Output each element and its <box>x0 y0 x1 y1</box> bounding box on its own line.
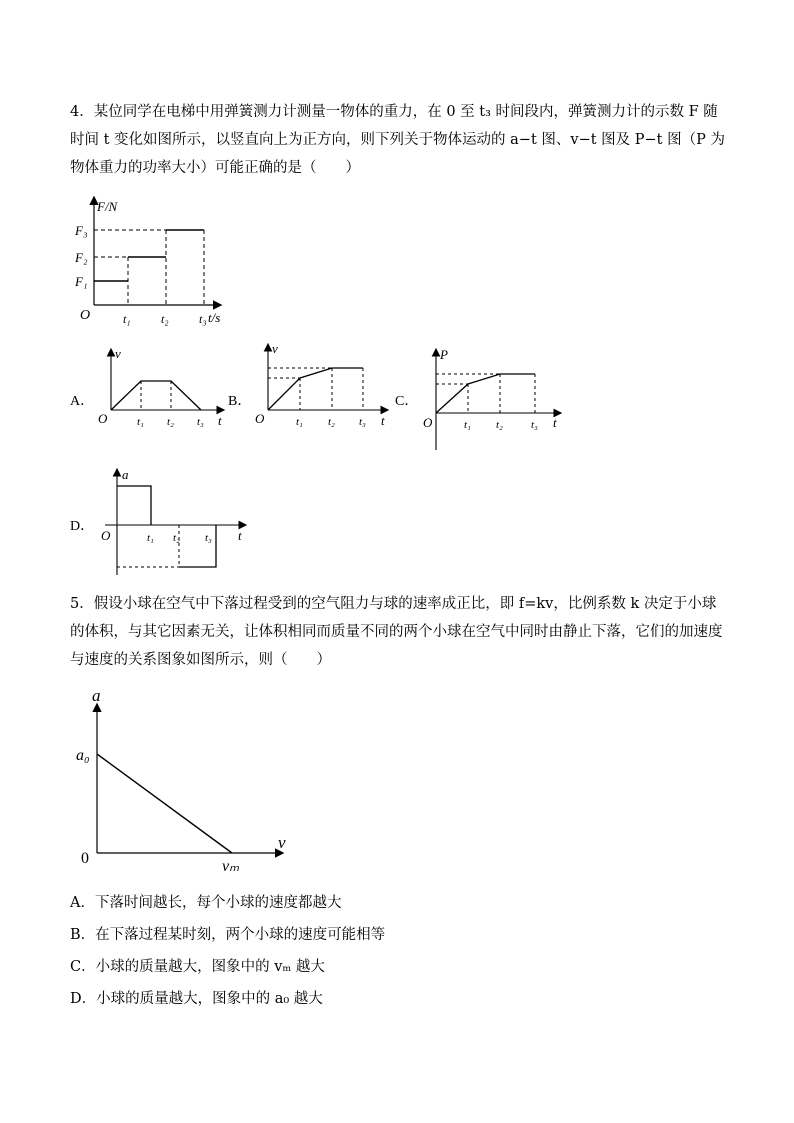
a-curve <box>111 381 201 410</box>
a-tick-t3: t₃ <box>197 416 204 428</box>
question-5-stem <box>70 590 730 674</box>
option-a-vt-graph[interactable] <box>95 345 235 430</box>
b-tick-t2: t₂ <box>328 416 335 428</box>
av-y-label: a <box>92 686 101 705</box>
question-5-text: 假设小球在空气中下落过程受到的空气阻力与球的速率成正比，即 f=kv，比例系数 k 决定于小球的体积，与其它因素无关，让体积相同而质量不同的两个小球在空气中同时由静止下落，它们的加速度与速度的关系图象如图所示，则（ ） <box>70 596 723 668</box>
acceleration-velocity-graph <box>70 685 310 880</box>
d-y-label: a <box>122 467 129 482</box>
d-tick-t1: t₁ <box>147 532 154 544</box>
c-x-label: t <box>553 415 557 430</box>
option-c-label[interactable]: C． <box>395 394 419 409</box>
b-x-label: t <box>381 413 385 428</box>
ft-y-label: F/N <box>97 199 118 214</box>
b-tick-t3: t₃ <box>359 416 366 428</box>
c-tick-t1: t₁ <box>464 419 471 431</box>
option-b-vt-graph[interactable] <box>252 340 397 435</box>
ft-origin: O <box>80 308 91 323</box>
a-origin: O <box>98 411 108 426</box>
d-tick-t3: t₃ <box>205 532 212 544</box>
option-b-label[interactable]: B． <box>228 394 252 409</box>
d-positive-segment <box>117 486 151 525</box>
c-tick-t3: t₃ <box>531 419 538 431</box>
question-4-text: 某位同学在电梯中用弹簧测力计测量一物体的重力，在 0 至 t₃ 时间段内，弹簧测力计的示数 F 随时间 t 变化如图所示，以竖直向上为正方向，则下列关于物体运动的 a−t 图、v−t 图及 P−t 图（P 为物体重力的功率大小）可能正确的是（ ） <box>70 104 725 176</box>
q5-choice-d[interactable]: D．小球的质量越大，图象中的 a₀ 越大 <box>70 991 323 1007</box>
b-curve <box>268 368 363 410</box>
b-tick-t1: t₁ <box>296 416 303 428</box>
c-curve <box>436 374 535 413</box>
a-y-label: v <box>115 346 121 361</box>
force-time-graph <box>70 195 250 330</box>
a-tick-t2: t₂ <box>167 416 174 428</box>
q5-choice-c[interactable]: C．小球的质量越大，图象中的 vₘ 越大 <box>70 959 325 975</box>
q5-choice-b[interactable]: B．在下落过程某时刻，两个小球的速度可能相等 <box>70 927 386 943</box>
ft-xtick-t3: t₃ <box>199 312 207 326</box>
c-origin: O <box>423 415 433 430</box>
d-origin: O <box>101 528 111 543</box>
question-4-number: 4． <box>70 104 94 120</box>
option-a-label[interactable]: A． <box>70 394 95 409</box>
av-line <box>97 754 232 853</box>
av-x-intercept-label: vₘ <box>222 858 240 875</box>
q5-choice-a[interactable]: A．下落时间越长，每个小球的速度都越大 <box>70 895 342 911</box>
option-d-label[interactable]: D． <box>70 519 95 534</box>
ft-ytick-f3: F₃ <box>75 223 88 238</box>
a-tick-t1: t₁ <box>137 416 144 428</box>
d-tick-t2: t₂ <box>173 532 180 544</box>
option-d-at-graph[interactable] <box>95 465 255 580</box>
option-c-pt-graph[interactable] <box>420 345 570 455</box>
d-x-label: t <box>238 528 242 543</box>
ft-ytick-f2: F₂ <box>75 250 88 265</box>
ft-xtick-t1: t₁ <box>123 312 131 326</box>
av-x-label: v <box>278 833 286 852</box>
question-5-number: 5． <box>70 596 94 612</box>
question-4-stem <box>70 98 730 182</box>
ft-x-label: t/s <box>208 310 221 325</box>
b-y-label: v <box>272 341 278 356</box>
av-origin: 0 <box>81 850 89 867</box>
c-y-label: P <box>440 347 448 362</box>
ft-xtick-t2: t₂ <box>161 312 169 326</box>
av-y-intercept-label: a₀ <box>76 747 90 764</box>
ft-ytick-f1: F₁ <box>75 274 88 289</box>
b-origin: O <box>255 411 265 426</box>
a-x-label: t <box>218 413 222 428</box>
c-tick-t2: t₂ <box>496 419 503 431</box>
